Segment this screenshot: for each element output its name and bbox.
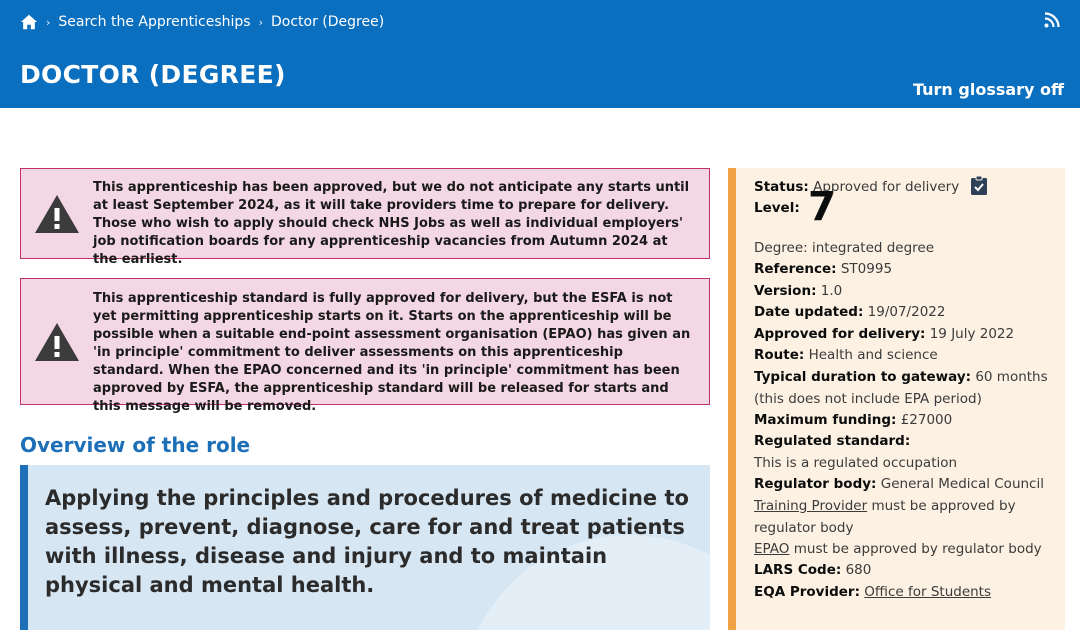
regulated-row: Regulated standard:: [754, 433, 911, 449]
training-provider-row: Training Provider must be approved by regulator body: [754, 498, 1016, 536]
degree-row: Degree: integrated degree: [754, 240, 935, 256]
approved-row: Approved for delivery: 19 July 2022: [754, 326, 1015, 342]
alert-text: This apprenticeship standard is fully approved for delivery, but the ESFA is not yet permitting apprenticeship starts on it. Starts on the apprenticeship will be possible when a suitable end-point assessment organisation (EPAO) has given an 'in principle' commitment to deliver assessments on this apprenticeship standard. When the EPAO concerned and its 'in principle' commitment has been approved by ESFA, the apprenticeship standard will be released for starts and this message will be removed.: [93, 291, 691, 414]
breadcrumb: [20, 11, 384, 33]
route-row: Route: Health and science: [754, 347, 938, 363]
eqa-provider-row: EQA Provider: Office for Students: [754, 584, 992, 600]
page-title: DOCTOR (DEGREE): [20, 60, 286, 89]
lars-code-row: LARS Code: 680: [754, 562, 872, 578]
breadcrumb-search-link[interactable]: Search the Apprenticeships: [58, 14, 251, 30]
breadcrumb-current: Doctor (Degree): [271, 14, 385, 30]
regulator-row: Regulator body: General Medical Council: [754, 476, 1044, 492]
eqa-provider-link[interactable]: Office for Students: [864, 584, 992, 600]
epao-row: EPAO must be approved by regulator body: [754, 541, 1042, 557]
epao-link[interactable]: EPAO: [754, 541, 790, 557]
regulated-value: This is a regulated occupation: [754, 455, 958, 471]
overview-heading: Overview of the role: [20, 433, 251, 457]
status-value: Approved for delivery: [813, 179, 960, 195]
warning-alert: [20, 278, 710, 414]
level-value: 7: [808, 184, 836, 230]
breadcrumb-separator: ›: [46, 15, 51, 29]
date-updated-row: Date updated: 19/07/2022: [754, 304, 946, 320]
status-row: Status: Approved for delivery: [754, 175, 1066, 199]
training-provider-link[interactable]: Training Provider: [754, 498, 868, 514]
duration-row: Typical duration to gateway: 60 months (this does not include EPA period): [754, 369, 1048, 407]
level-row: Level: 7: [754, 184, 836, 230]
funding-row: Maximum funding: £27000: [754, 412, 953, 428]
overview-summary-text: Applying the principles and procedures of medicine to assess, prevent, diagnose, care for and treat patients with illness, disease and injury and to maintain physical and mental health.: [45, 486, 689, 597]
home-icon[interactable]: [20, 13, 38, 31]
clipboard-check-icon: [970, 175, 988, 195]
warning-icon: [33, 193, 81, 235]
reference-row: Reference: ST0995: [754, 261, 893, 277]
version-row: Version: 1.0: [754, 283, 843, 299]
rss-icon[interactable]: [1044, 12, 1060, 28]
warning-icon: [33, 321, 81, 363]
glossary-toggle[interactable]: Turn glossary off: [912, 80, 1064, 99]
page-header: [0, 0, 1080, 108]
breadcrumb-separator: ›: [258, 15, 263, 29]
alert-text: This apprenticeship has been approved, but we do not anticipate any starts until at least September 2024, as it will take providers time to prepare for delivery. Those who wish to apply should check NHS Jobs as well as individual employers' job notification boards for any apprenticeship vacancies from Autumn 2024 at the earliest.: [93, 180, 690, 267]
key-information-panel: [728, 168, 1065, 630]
warning-alert: [20, 168, 710, 267]
overview-summary: [20, 465, 710, 630]
